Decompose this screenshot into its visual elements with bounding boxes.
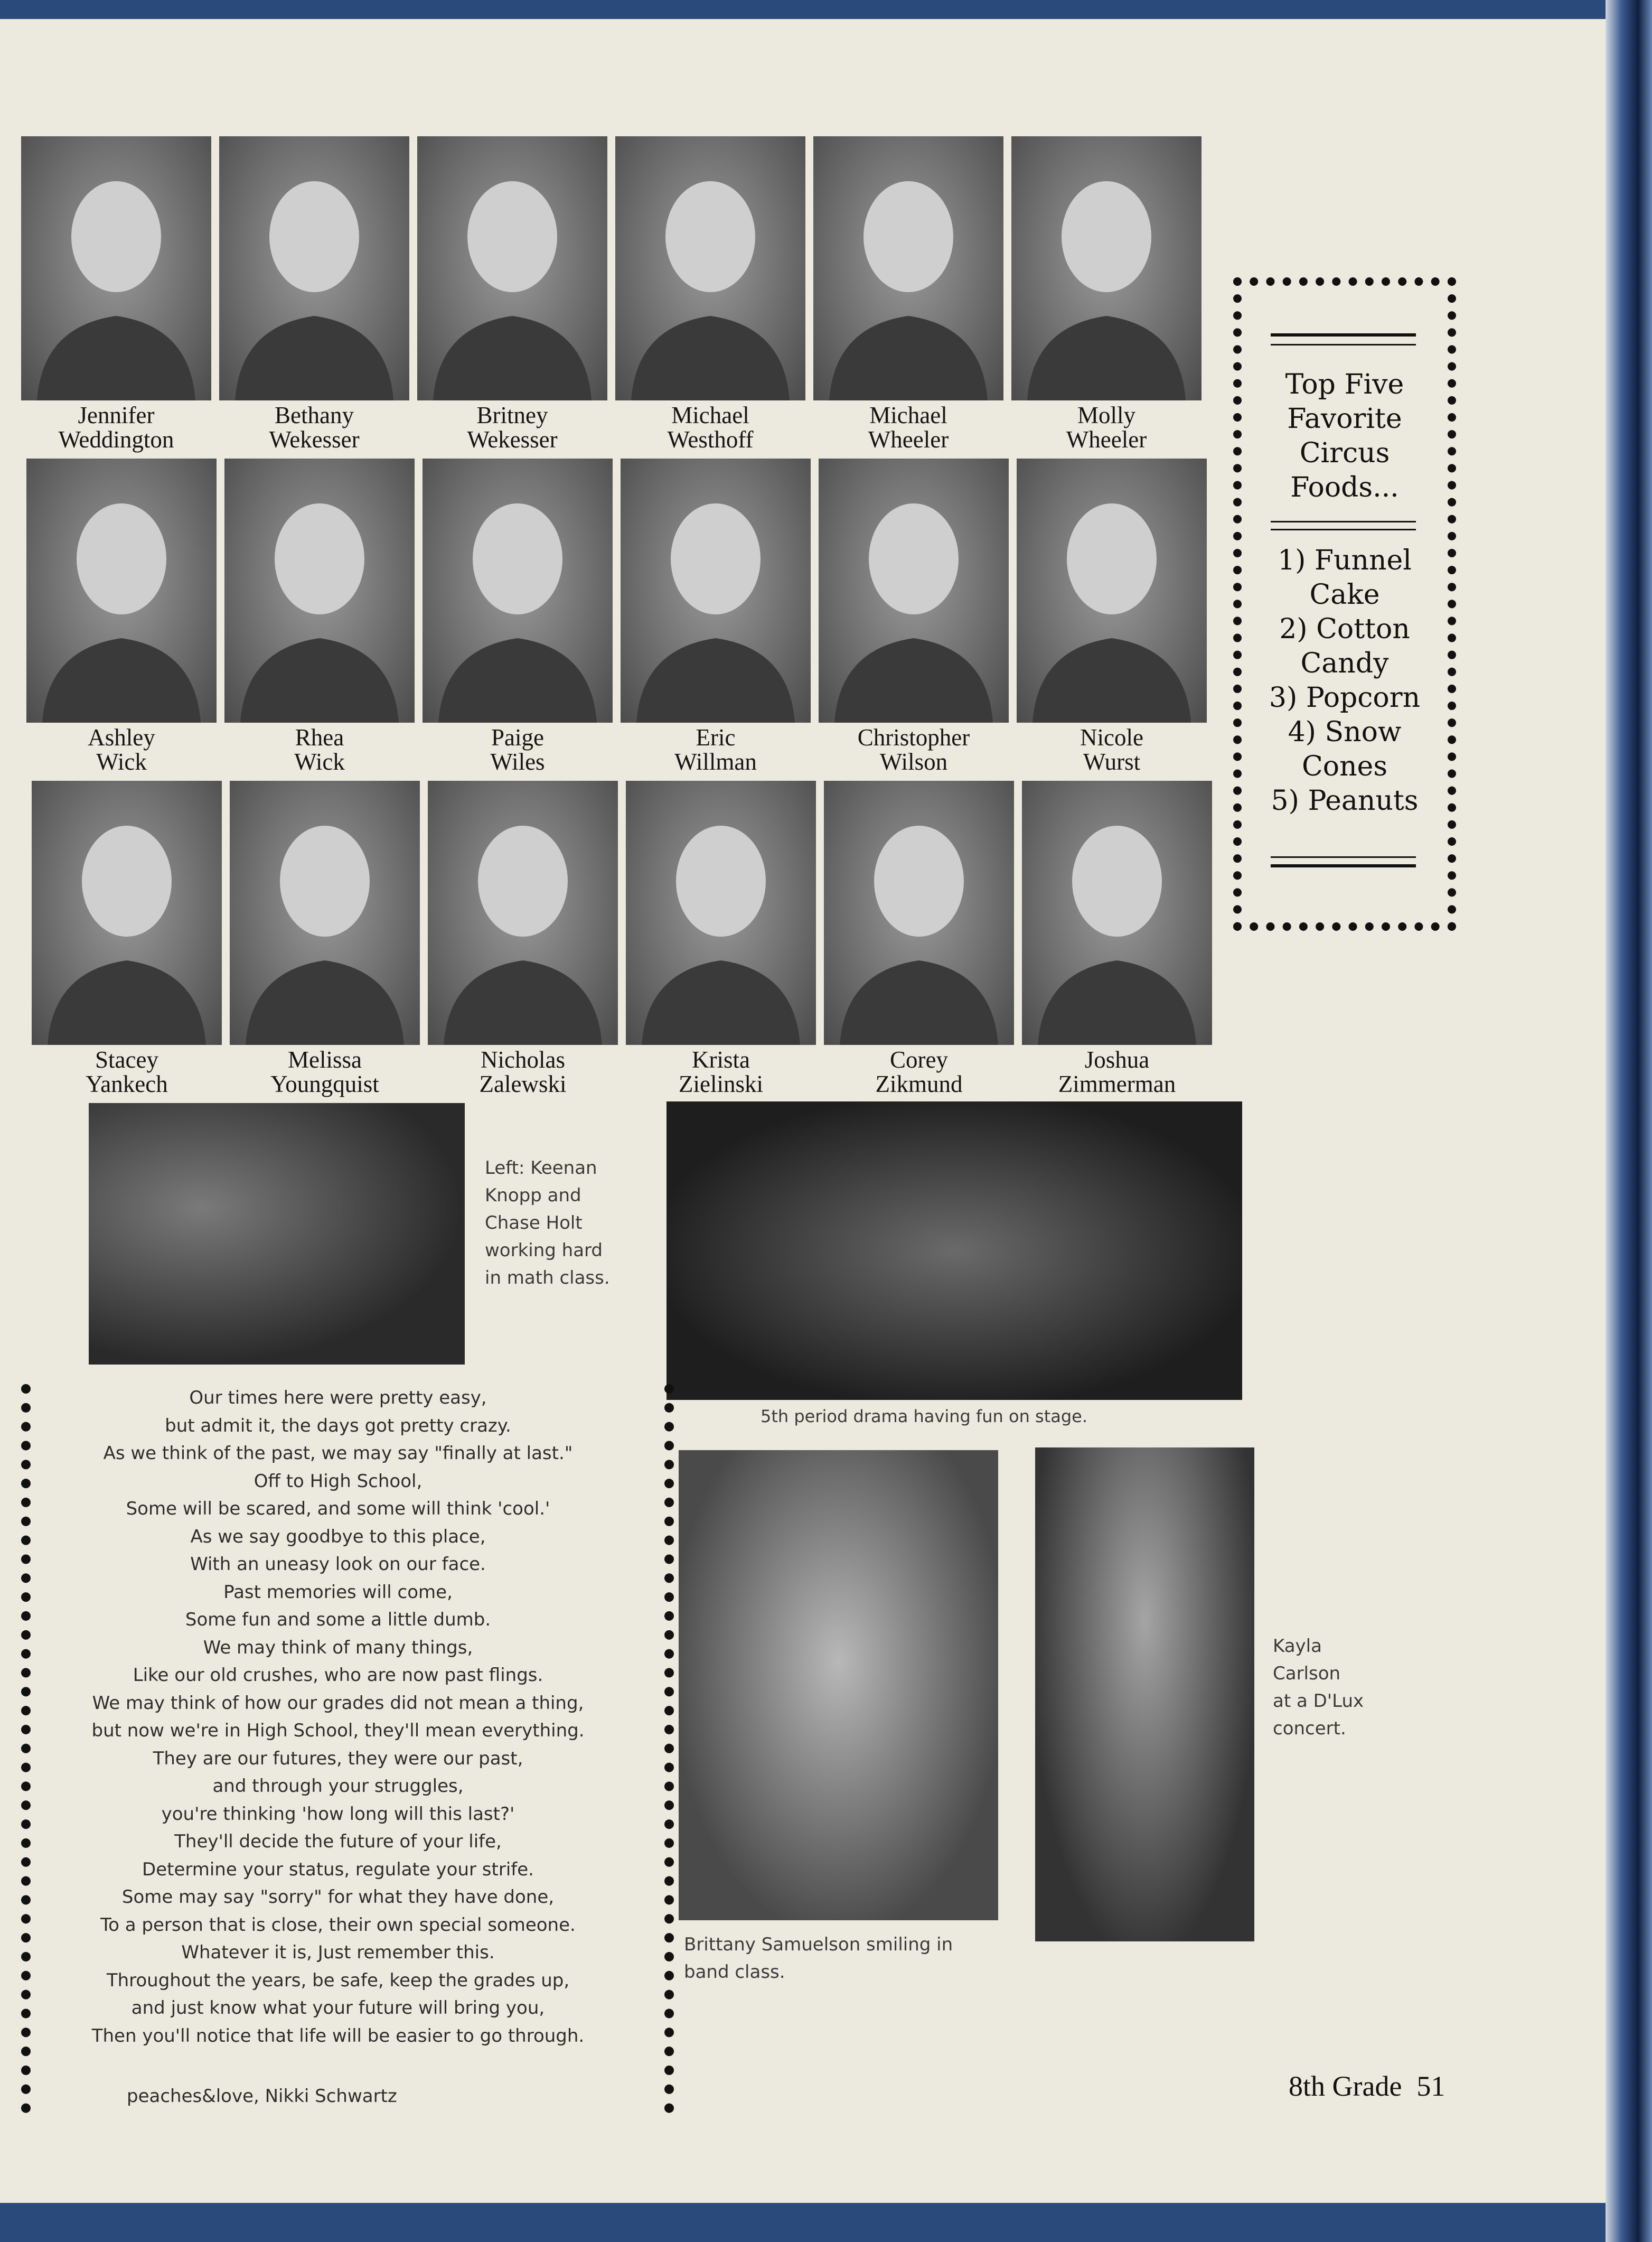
portrait-photo bbox=[813, 136, 1003, 400]
portrait-silhouette bbox=[224, 459, 415, 723]
divider bbox=[1271, 529, 1416, 530]
portrait-photo bbox=[1011, 136, 1202, 400]
divider bbox=[1271, 333, 1416, 337]
top-five-box bbox=[1233, 277, 1456, 931]
top-five-list: 1) Funnel Cake 2) Cotton Candy 3) Popcorn 4) Snow Cones 5) Peanuts bbox=[1269, 545, 1421, 817]
portrait-photo bbox=[224, 459, 415, 723]
student-name: Christopher Wilson bbox=[857, 724, 970, 775]
portrait-silhouette bbox=[1017, 459, 1207, 723]
portrait-photo bbox=[819, 459, 1009, 723]
top-five-title: Top Five Favorite Circus Foods... bbox=[1285, 369, 1404, 503]
student-name: Eric Willman bbox=[674, 724, 757, 775]
portrait-photo bbox=[219, 136, 409, 400]
student-name: Molly Wheeler bbox=[1066, 402, 1147, 453]
portrait-silhouette bbox=[626, 781, 816, 1045]
page-bottom-border bbox=[0, 2203, 1606, 2242]
portrait-silhouette bbox=[621, 459, 811, 723]
student-name: Nicole Wurst bbox=[1080, 724, 1143, 775]
student-name: Britney Wekesser bbox=[467, 402, 558, 453]
portrait-photo bbox=[621, 459, 811, 723]
student-name: Jennifer Weddington bbox=[58, 402, 174, 453]
portrait-photo bbox=[1017, 459, 1207, 723]
poem: Our times here were pretty easy, but admit it, the days got pretty crazy. As we think of the past, we may say "finally at last." Off to High School, Some will be scared, and some will think 'cool.' As we say goodbye to this place, With an uneasy look on our face. Past memories will come, Some fun and some a little dumb. We may think of many things, Like our old crushes, who are now past flings. We may think of how our grades did not mean a thing, but now we're in High School, they'll mean everything. They are our futures, they were our past, and through your struggles, you're thinking 'how long will this last?' They'll decide the future of your life, Determine your status, regulate your strife. Some may say "sorry" for what they have done, To a person that is close, their own special someone. Whatever it is, Just remember this. Throughout the years, be safe, keep the grades up, and just know what your future will bring you, Then you'll notice that life will be easier to go through. bbox=[91, 1387, 585, 2047]
student-name: Corey Zikmund bbox=[875, 1047, 963, 1097]
portrait-silhouette bbox=[219, 136, 409, 400]
student-name: Ashley Wick bbox=[88, 724, 155, 775]
concert-caption: Kayla Carlson at a D'Lux concert. bbox=[1273, 1636, 1364, 1739]
book-edge bbox=[1606, 0, 1652, 2242]
portrait-silhouette bbox=[1011, 136, 1202, 400]
student-name: Michael Wheeler bbox=[868, 402, 949, 453]
band-class-photo bbox=[679, 1450, 998, 1920]
portrait-silhouette bbox=[21, 136, 211, 400]
student-name: Nicholas Zalewski bbox=[479, 1047, 567, 1097]
portrait-silhouette bbox=[428, 781, 618, 1045]
band-class-caption: Brittany Samuelson smiling in band class. bbox=[684, 1934, 953, 1983]
portrait-silhouette bbox=[819, 459, 1009, 723]
portrait-silhouette bbox=[824, 781, 1014, 1045]
portrait-photo bbox=[1022, 781, 1212, 1045]
portrait-silhouette bbox=[26, 459, 217, 723]
page-footer bbox=[1289, 2070, 1460, 2103]
divider bbox=[1271, 864, 1416, 867]
page-top-border bbox=[0, 0, 1606, 19]
divider bbox=[1271, 521, 1416, 522]
student-name: Bethany Wekesser bbox=[269, 402, 360, 453]
portrait-photo bbox=[230, 781, 420, 1045]
portrait-photo bbox=[32, 781, 222, 1045]
portrait-silhouette bbox=[230, 781, 420, 1045]
portrait-photo bbox=[21, 136, 211, 400]
portrait-photo bbox=[423, 459, 613, 723]
portrait-photo bbox=[417, 136, 607, 400]
drama-caption: 5th period drama having fun on stage. bbox=[761, 1406, 1088, 1426]
portrait-photo bbox=[428, 781, 618, 1045]
divider bbox=[1271, 344, 1416, 345]
portrait-photo bbox=[824, 781, 1014, 1045]
portrait-silhouette bbox=[423, 459, 613, 723]
student-name: Rhea Wick bbox=[294, 724, 345, 775]
divider bbox=[1271, 856, 1416, 858]
section-name: 8th Grade bbox=[1289, 2070, 1402, 2102]
portrait-silhouette bbox=[32, 781, 222, 1045]
student-name: Paige Wiles bbox=[490, 724, 545, 775]
portrait-silhouette bbox=[417, 136, 607, 400]
portrait-photo bbox=[615, 136, 805, 400]
portrait-silhouette bbox=[813, 136, 1003, 400]
portrait-silhouette bbox=[1022, 781, 1212, 1045]
student-name: Krista Zielinski bbox=[679, 1047, 763, 1097]
student-name: Joshua Zimmerman bbox=[1058, 1047, 1176, 1097]
poem-signature: peaches&love, Nikki Schwartz bbox=[127, 2086, 397, 2107]
math-class-caption: Left: Keenan Knopp and Chase Holt working hard in math class. bbox=[485, 1157, 610, 1288]
math-class-photo bbox=[89, 1103, 465, 1365]
portrait-photo bbox=[626, 781, 816, 1045]
page-number: 51 bbox=[1416, 2070, 1446, 2102]
student-name: Stacey Yankech bbox=[86, 1047, 168, 1097]
portrait-silhouette bbox=[615, 136, 805, 400]
portrait-photo bbox=[26, 459, 217, 723]
student-name: Melissa Youngquist bbox=[270, 1047, 379, 1097]
concert-photo bbox=[1035, 1447, 1254, 1941]
student-name: Michael Westhoff bbox=[667, 402, 754, 453]
drama-stage-photo bbox=[667, 1101, 1242, 1400]
